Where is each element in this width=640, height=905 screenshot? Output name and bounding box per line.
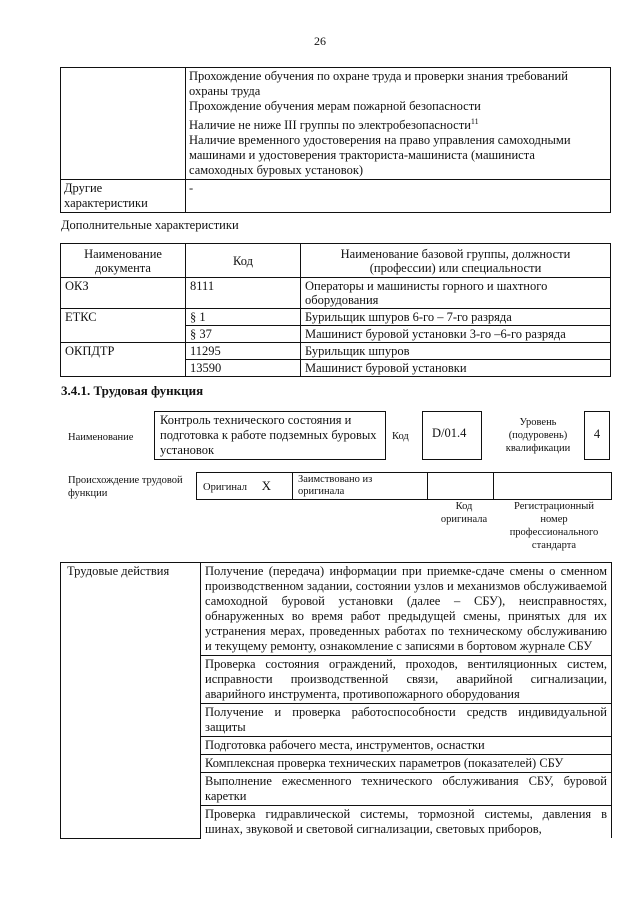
origin-label-line: Происхождение трудовой — [68, 475, 183, 486]
header-text: документа — [95, 260, 151, 275]
req-line: Прохождение обучения мерам пожарной безопасности — [189, 99, 481, 113]
row-code: 8111 — [186, 278, 301, 309]
code-original-caption — [426, 500, 502, 526]
other-characteristics-label — [61, 180, 186, 213]
row-name: Операторы и машинисты горного и шахтного оборудования — [301, 278, 611, 309]
borrowed-cell — [293, 473, 428, 500]
labor-action-item: Проверка гидравлической системы, тормозной системы, давления в шинах, звуковой и световой сигнализации, световых приборов, — [201, 806, 612, 839]
row-doc: ЕТКС — [61, 309, 186, 343]
requirements-table — [60, 67, 611, 213]
requirements-empty-cell — [61, 68, 186, 180]
section-title: 3.4.1. Трудовая функция — [61, 383, 204, 398]
footnote-mark: 11 — [470, 117, 479, 126]
req-line-electrical — [189, 114, 607, 133]
caption-line: Код — [455, 501, 473, 512]
original-cell — [197, 473, 293, 500]
req-line: Наличие не ниже III группы по электробезопасности — [189, 118, 471, 133]
function-name-label: Наименование — [68, 432, 134, 443]
caption-line: оригинала — [440, 514, 488, 525]
registration-caption — [500, 500, 608, 552]
row-name: Машинист буровой установки — [301, 360, 611, 377]
function-code-label: Код — [392, 431, 409, 442]
header-document — [61, 244, 186, 278]
origin-label-line: функции — [68, 488, 108, 499]
row-code: § 1 — [186, 309, 301, 326]
header-code: Код — [186, 244, 301, 278]
labor-action-item: Получение (передача) информации при приемке-сдаче смены о сменном производственном задании, состоянии узлов и механизмов обслуживаемой самоходной буровой установки (далее – СБУ), неисправностях, обнаруженных во время работ предыдущей смены, принятых для их устранения мерах, проведенных работах по техническому обслуживанию и текущему ремонту, ознакомление с записями в бортовом журнале СБУ — [201, 563, 612, 656]
additional-table — [60, 243, 611, 377]
row-code: 13590 — [186, 360, 301, 377]
row-code: § 37 — [186, 326, 301, 343]
other-label-line: характеристики — [64, 196, 148, 211]
row-doc: ОКЗ — [61, 278, 186, 309]
additional-characteristics-title: Дополнительные характеристики — [61, 218, 239, 232]
labor-action-item: Подготовка рабочего места, инструментов, оснастки — [201, 737, 612, 755]
labor-action-item: Комплексная проверка технических параметров (показателей) СБУ — [201, 755, 612, 773]
row-name: Машинист буровой установки 3-го –6-го разряда — [301, 326, 611, 343]
level-label — [492, 416, 584, 455]
caption-line: Регистрационный — [514, 501, 594, 512]
labor-actions-table — [60, 562, 612, 839]
level-label-line: квалификации — [505, 443, 571, 454]
registration-number-cell — [494, 473, 612, 500]
origin-label — [68, 474, 183, 500]
row-name: Бурильщик шпуров — [301, 343, 611, 360]
header-name — [301, 244, 611, 278]
caption-line: номер — [540, 514, 568, 525]
borrowed-label-line: оригинала — [298, 486, 345, 497]
row-name: Бурильщик шпуров 6-го – 7-го разряда — [301, 309, 611, 326]
code-original-cell — [428, 473, 494, 500]
level-label-line: (подуровень) — [508, 430, 568, 441]
caption-line: стандарта — [531, 540, 577, 551]
req-line: Наличие временного удостоверения на право управления самоходными — [189, 133, 571, 148]
req-line: Прохождение обучения по охране труда и проверки знания требований — [189, 69, 568, 83]
req-line: охраны труда — [189, 84, 261, 98]
other-characteristics-value: - — [186, 180, 611, 213]
level-value: 4 — [584, 411, 610, 460]
caption-line: профессионального — [509, 527, 599, 538]
page-number: 26 — [314, 34, 326, 48]
other-label-line: Другие — [64, 181, 103, 196]
requirements-cell — [186, 68, 611, 180]
borrowed-label-line: Заимствовано из — [298, 474, 373, 485]
header-text: (профессии) или специальности — [369, 260, 542, 275]
labor-action-item: Получение и проверка работоспособности средств индивидуальной защиты — [201, 704, 612, 737]
original-label: Оригинал — [203, 481, 247, 493]
function-code-value: D/01.4 — [422, 411, 482, 460]
row-code: 11295 — [186, 343, 301, 360]
row-doc: ОКПДТР — [61, 343, 186, 377]
labor-action-item: Выполнение ежесменного технического обслуживания СБУ, буровой каретки — [201, 773, 612, 806]
req-line: машинами и удостоверения тракториста-машиниста (машиниста — [189, 148, 535, 163]
labor-action-item: Проверка состояния ограждений, проходов, вентиляционных систем, исправности производственной связи, аварийной сигнализации, аварийного инструмента, противопожарного оборудования — [201, 656, 612, 704]
original-mark: X — [261, 477, 272, 493]
req-line: самоходных буровых установок) — [189, 163, 364, 178]
level-label-line: Уровень — [519, 417, 557, 428]
labor-actions-label: Трудовые действия — [61, 563, 201, 839]
header-text: Наименование — [84, 246, 162, 261]
origin-table — [196, 472, 612, 500]
function-name-value: Контроль технического состояния и подготовка к работе подземных буровых установок — [154, 411, 386, 460]
header-text: Наименование базовой группы, должности — [340, 246, 571, 261]
